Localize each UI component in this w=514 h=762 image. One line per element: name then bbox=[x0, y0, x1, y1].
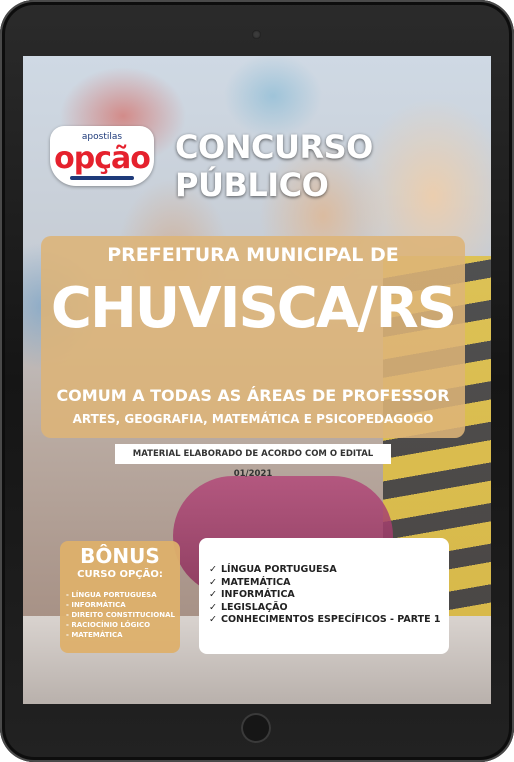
check-icon: ✓ bbox=[209, 576, 217, 588]
subject-label: INFORMÁTICA bbox=[221, 589, 295, 600]
check-icon: ✓ bbox=[209, 614, 217, 625]
bonus-item: - DIREITO CONSTITUCIONAL bbox=[66, 611, 175, 619]
title-panel bbox=[41, 236, 465, 438]
check-icon: ✓ bbox=[209, 589, 217, 600]
edital-badge: MATERIAL ELABORADO DE ACORDO COM O EDITAL 01/2021 bbox=[115, 444, 391, 464]
bonus-title: BÔNUS bbox=[80, 544, 160, 568]
subject-item bbox=[209, 564, 441, 577]
bonus-item: - INFORMÁTICA bbox=[66, 601, 126, 609]
subject-item bbox=[209, 589, 441, 602]
logo-big-text: opção bbox=[54, 141, 150, 176]
subject-label: MATEMÁTICA bbox=[221, 576, 291, 588]
subject-label: LEGISLAÇÃO bbox=[221, 601, 288, 613]
subjects-list bbox=[209, 564, 441, 627]
prefeitura-label: PREFEITURA MUNICIPAL DE bbox=[107, 244, 399, 266]
book-cover bbox=[23, 56, 491, 704]
subject-label: LÍNGUA PORTUGUESA bbox=[221, 564, 337, 575]
bonus-box bbox=[60, 541, 180, 653]
subject-item bbox=[209, 614, 441, 627]
home-button[interactable] bbox=[241, 713, 271, 743]
opcao-logo bbox=[50, 126, 154, 186]
bonus-item: - LÍNGUA PORTUGUESA bbox=[66, 591, 157, 599]
logo-underline bbox=[70, 176, 134, 180]
bonus-item: - MATEMÁTICA bbox=[66, 631, 123, 639]
logo-small-text: apostilas bbox=[81, 132, 123, 142]
bonus-item: - RACIOCÍNIO LÓGICO bbox=[66, 621, 151, 629]
subject-item bbox=[209, 602, 441, 615]
subjects-box bbox=[199, 538, 449, 654]
city-title: CHUVISCA/RS bbox=[50, 276, 456, 341]
bonus-subtitle: CURSO OPÇÃO: bbox=[77, 569, 163, 580]
subject-label: CONHECIMENTOS ESPECÍFICOS - PARTE 1 bbox=[221, 614, 441, 625]
check-icon: ✓ bbox=[209, 564, 217, 575]
cargo-label: COMUM A TODAS AS ÁREAS DE PROFESSOR bbox=[56, 386, 450, 405]
bonus-list bbox=[66, 590, 175, 640]
check-icon: ✓ bbox=[209, 601, 217, 613]
subject-item bbox=[209, 577, 441, 590]
camera-icon bbox=[252, 30, 261, 39]
brand-title: CONCURSO PÚBLICO bbox=[175, 128, 373, 204]
areas-label: ARTES, GEOGRAFIA, MATEMÁTICA E PSICOPEDAGOGO bbox=[72, 412, 434, 426]
